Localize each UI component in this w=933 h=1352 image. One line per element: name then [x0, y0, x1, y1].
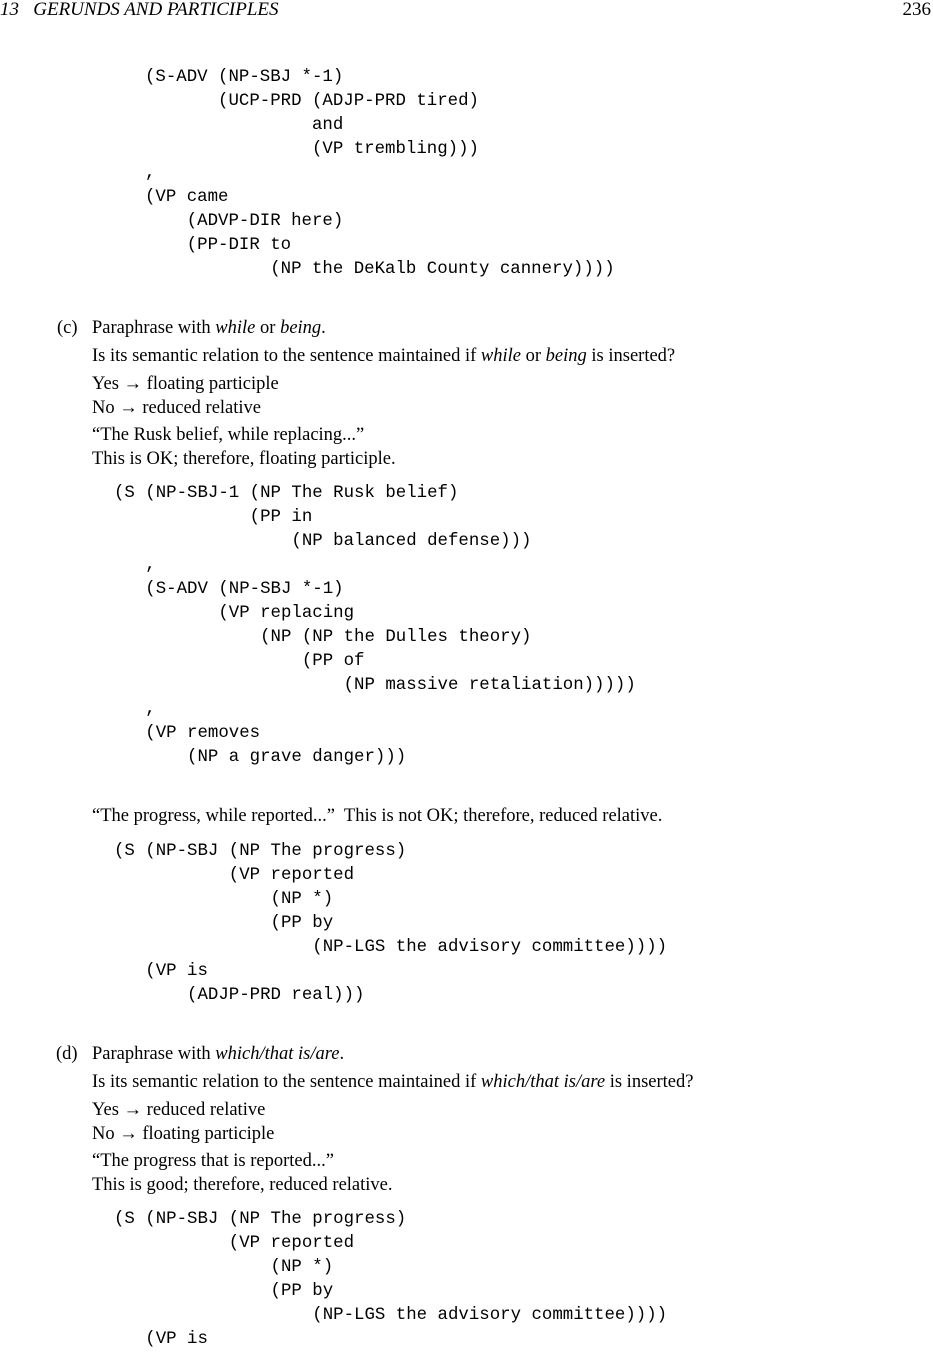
- section-c-conclusion: This is OK; therefore, floating participle.: [92, 449, 396, 469]
- section-c-no: No → reduced relative: [92, 398, 261, 418]
- section-c-example: “The Rusk belief, while replacing...”: [92, 425, 365, 445]
- section-c-question: Is its semantic relation to the sentence maintained if while or being is inserted?: [92, 346, 676, 366]
- section-d-no: No → floating participle: [92, 1124, 275, 1144]
- running-head: 13 GERUNDS AND PARTICIPLES: [0, 0, 279, 20]
- progress-paragraph: “The progress, while reported...” This is not OK; therefore, reduced relative.: [92, 806, 663, 826]
- section-d-conclusion: This is good; therefore, reduced relative.: [92, 1175, 393, 1195]
- section-c-heading: Paraphrase with while or being.: [92, 318, 326, 338]
- section-c-yes: Yes → floating participle: [92, 374, 279, 394]
- section-d-example: “The progress that is reported...”: [92, 1151, 334, 1171]
- code-block-3: (S (NP-SBJ (NP The progress) (VP reported (NP *) (PP by (NP-LGS the advisory committee)))) (VP is (ADJP-PRD real))): [114, 842, 668, 1005]
- code-block-4: (S (NP-SBJ (NP The progress) (VP reported (NP *) (PP by (NP-LGS the advisory committee)))) (VP is: [114, 1210, 668, 1349]
- code-block-1: (S-ADV (NP-SBJ *-1) (UCP-PRD (ADJP-PRD tired) and (VP trembling))) , (VP came (ADVP-DIR here) (PP-DIR to (NP the DeKalb County cannery)))): [145, 68, 615, 279]
- section-d-yes: Yes → reduced relative: [92, 1100, 266, 1120]
- section-d-question: Is its semantic relation to the sentence maintained if which/that is/are is inserted?: [92, 1072, 694, 1092]
- section-c-label: (c): [57, 318, 78, 338]
- code-block-2: (S (NP-SBJ-1 (NP The Rusk belief) (PP in (NP balanced defense))) , (S-ADV (NP-SBJ *-1) (VP replacing (NP (NP the Dulles theory) (PP of (NP massive retaliation))))) , (VP removes (NP a grave danger))): [114, 484, 636, 767]
- page-number: 236: [902, 0, 931, 20]
- section-d-heading: Paraphrase with which/that is/are.: [92, 1044, 345, 1064]
- section-d-label: (d): [56, 1044, 78, 1064]
